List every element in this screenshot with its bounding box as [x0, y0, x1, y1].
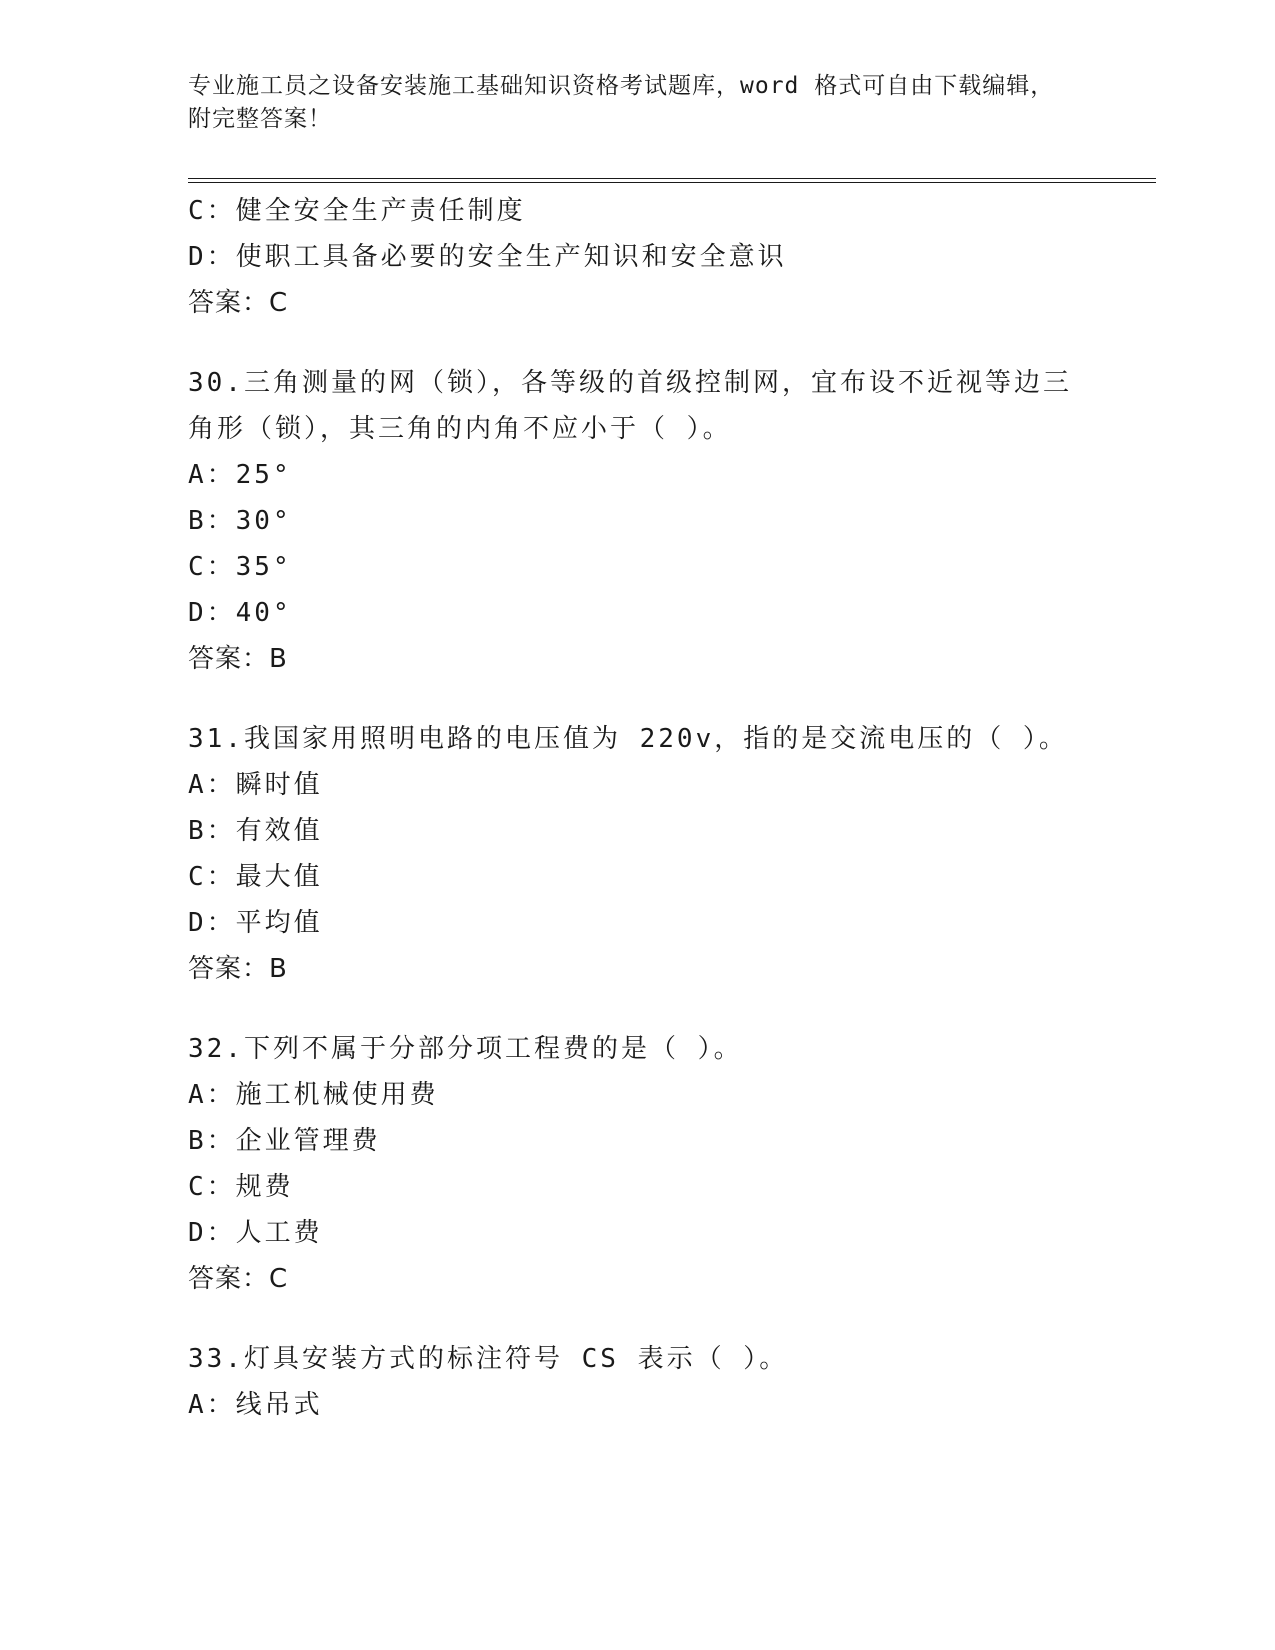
option-b: B：有效值	[188, 816, 323, 846]
option-b: B：企业管理费	[188, 1126, 381, 1156]
answer-line: 答案：C	[188, 288, 289, 318]
question-stem-continued: 角形（锁），其三角的内角不应小于（ ）。	[188, 414, 732, 444]
option-a: A：25°	[188, 460, 292, 490]
answer-line: 答案：C	[188, 1264, 289, 1294]
option-d: D：40°	[188, 598, 292, 628]
question-block-30	[188, 360, 1148, 682]
question-block-32	[188, 1026, 1148, 1302]
option-d: D：人工费	[188, 1218, 323, 1248]
option-a: A：瞬时值	[188, 770, 323, 800]
option-c: C：规费	[188, 1172, 294, 1202]
answer-line: 答案：B	[188, 954, 288, 984]
option-c: C：健全安全生产责任制度	[188, 196, 526, 226]
option-a: A：施工机械使用费	[188, 1080, 439, 1110]
question-stem: 30.三角测量的网（锁），各等级的首级控制网，宜布设不近视等边三	[188, 368, 1072, 398]
header-title-line-2: 附完整答案！	[188, 106, 332, 132]
option-a: A：线吊式	[188, 1390, 323, 1420]
option-d: D：使职工具备必要的安全生产知识和安全意识	[188, 242, 787, 272]
question-stem: 32.下列不属于分部分项工程费的是（ ）。	[188, 1034, 743, 1064]
question-block-31	[188, 716, 1148, 992]
header-divider	[188, 178, 1156, 183]
document-page	[188, 70, 1148, 1428]
question-stem: 33.灯具安装方式的标注符号 CS 表示（ ）。	[188, 1344, 789, 1374]
option-b: B：30°	[188, 506, 292, 536]
option-c: C：35°	[188, 552, 292, 582]
option-d: D：平均值	[188, 908, 323, 938]
question-block-29	[188, 188, 1148, 326]
header-title-line-1: 专业施工员之设备安装施工基础知识资格考试题库，word 格式可自由下载编辑，	[188, 73, 1055, 99]
answer-line: 答案：B	[188, 644, 288, 674]
question-stem: 31.我国家用照明电路的电压值为 220v，指的是交流电压的（ ）。	[188, 724, 1068, 754]
question-block-33	[188, 1336, 1148, 1428]
option-c: C：最大值	[188, 862, 323, 892]
document-header	[188, 70, 1148, 183]
